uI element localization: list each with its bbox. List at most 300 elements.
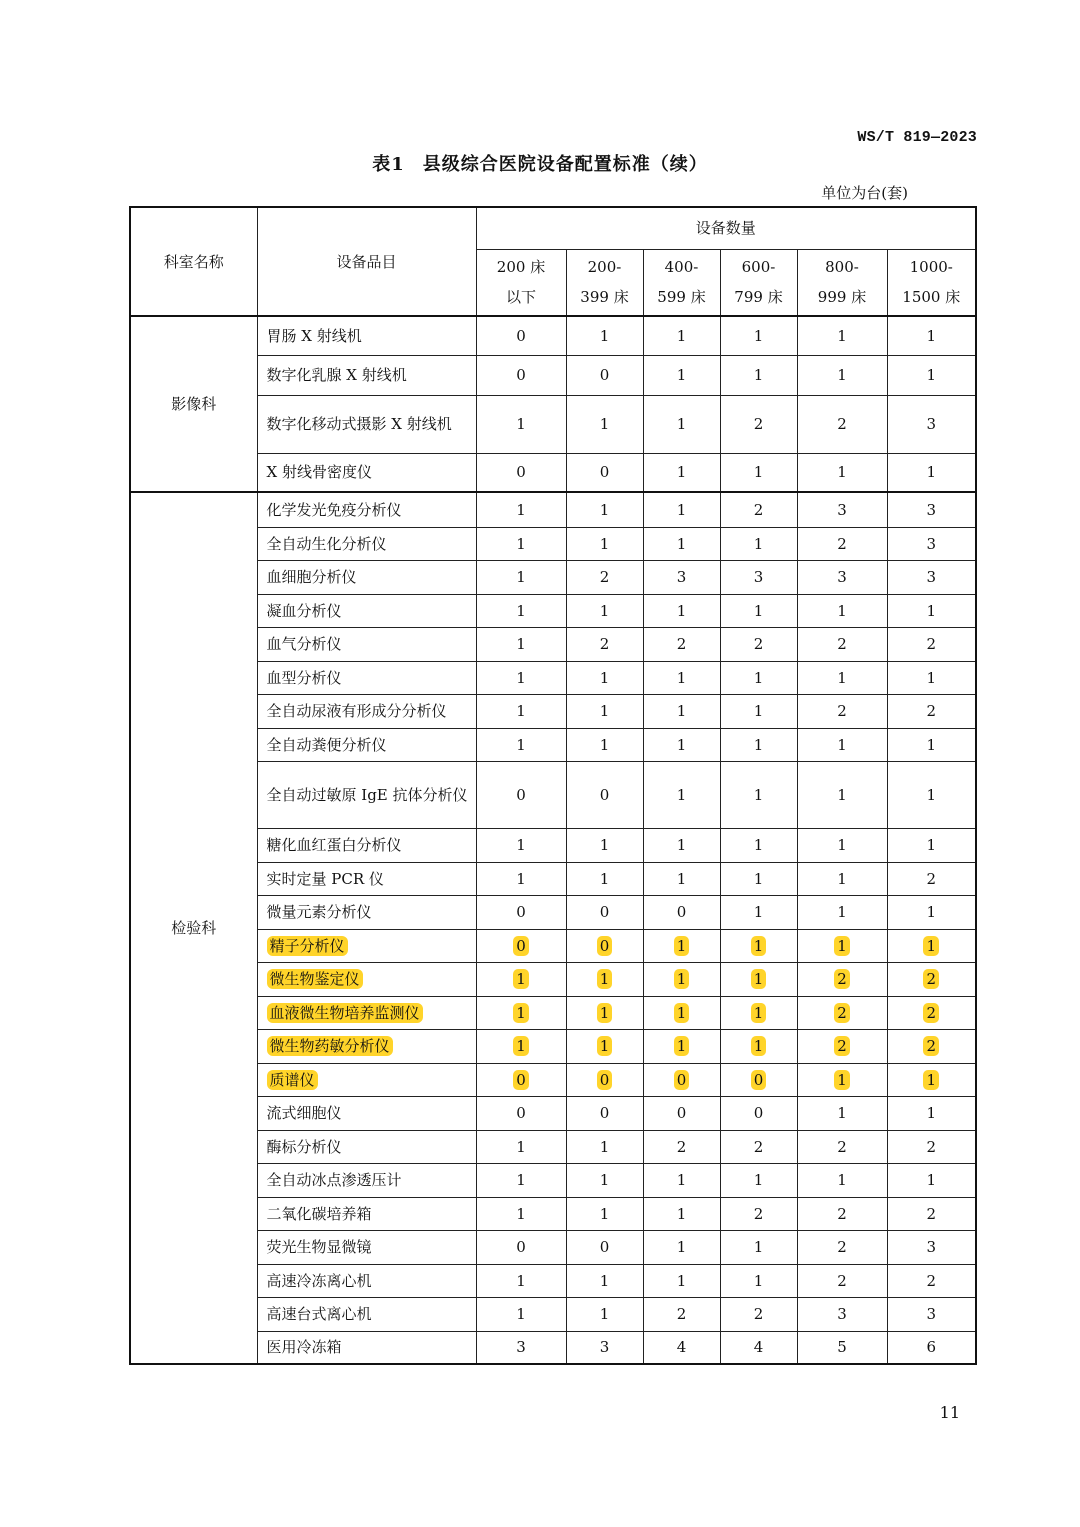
quantity-cell	[797, 1264, 887, 1297]
standard-code: WS/T 819—2023	[857, 129, 977, 146]
quantity-value: 1	[676, 869, 687, 888]
department-cell: 影像科	[130, 316, 257, 492]
quantity-cell	[476, 594, 566, 627]
quantity-cell	[476, 453, 566, 492]
quantity-cell	[476, 355, 566, 395]
quantity-value: 0	[513, 1070, 529, 1090]
quantity-cell	[566, 962, 643, 996]
item-name: 全自动尿液有形成分分析仪	[266, 702, 447, 720]
quantity-cell	[720, 560, 797, 594]
quantity-cell	[643, 527, 720, 560]
table-title-text: 县级综合医院设备配置标准（续）	[422, 154, 708, 175]
table-title	[0, 150, 1080, 176]
quantity-value: 1	[676, 366, 687, 384]
quantity-cell	[887, 453, 976, 492]
quantity-cell	[887, 1130, 976, 1163]
item-cell	[257, 761, 476, 828]
quantity-cell	[720, 694, 797, 728]
item-cell	[257, 594, 476, 627]
item-cell	[257, 728, 476, 761]
quantity-value: 4	[676, 1338, 687, 1357]
quantity-cell	[566, 1264, 643, 1297]
quantity-value: 1	[926, 326, 937, 345]
quantity-cell	[720, 728, 797, 761]
quantity-value: 1	[516, 534, 526, 553]
quantity-cell	[720, 1063, 797, 1096]
quantity-cell	[887, 492, 976, 527]
quantity-cell	[643, 1063, 720, 1096]
quantity-value: 1	[516, 415, 526, 433]
table-row	[130, 1230, 976, 1264]
item-name: 凝血分析仪	[266, 601, 342, 620]
quantity-value: 1	[676, 601, 687, 620]
quantity-value: 1	[753, 836, 764, 854]
quantity-cell	[797, 627, 887, 661]
quantity-value: 1	[676, 735, 687, 754]
quantity-value: 2	[753, 500, 764, 519]
quantity-cell	[476, 527, 566, 560]
quantity-cell	[720, 1331, 797, 1364]
quantity-value: 1	[599, 1171, 610, 1189]
quantity-cell	[566, 453, 643, 492]
quantity-cell	[720, 527, 797, 560]
quantity-value: 0	[597, 936, 613, 956]
quantity-value: 1	[516, 702, 526, 720]
quantity-value: 1	[926, 463, 937, 482]
quantity-value: 2	[837, 702, 847, 720]
quantity-cell	[566, 1063, 643, 1096]
quantity-cell	[476, 996, 566, 1029]
quantity-value: 1	[834, 936, 850, 956]
item-name: 全自动冰点渗透压计	[266, 1171, 402, 1189]
quantity-value: 1	[599, 702, 610, 720]
quantity-value: 1	[926, 735, 937, 754]
quantity-cell	[797, 996, 887, 1029]
quantity-cell	[797, 1197, 887, 1230]
quantity-cell	[643, 1230, 720, 1264]
quantity-cell	[566, 1096, 643, 1130]
item-cell	[257, 1230, 476, 1264]
quantity-value: 1	[837, 601, 847, 620]
table-row	[130, 1297, 976, 1331]
quantity-value: 1	[676, 534, 687, 553]
quantity-cell	[887, 862, 976, 895]
header-bed-range	[566, 249, 643, 316]
quantity-value: 0	[599, 366, 610, 384]
equipment-table	[129, 206, 977, 1365]
quantity-value: 1	[753, 668, 764, 687]
table-row	[130, 895, 976, 929]
table-row	[130, 355, 976, 395]
table-row	[130, 996, 976, 1029]
quantity-cell	[566, 1029, 643, 1063]
quantity-value: 1	[597, 1036, 613, 1056]
quantity-value: 1	[676, 785, 687, 804]
quantity-value: 1	[676, 500, 687, 519]
quantity-value: 1	[599, 601, 610, 620]
quantity-cell	[643, 316, 720, 355]
quantity-cell	[643, 761, 720, 828]
item-cell	[257, 1264, 476, 1297]
quantity-value: 3	[926, 534, 937, 553]
item-cell	[257, 492, 476, 527]
quantity-value: 1	[676, 836, 687, 854]
quantity-cell	[643, 962, 720, 996]
bed-range-line2: 1500 床	[902, 288, 961, 307]
header-bed-range	[797, 249, 887, 316]
quantity-cell	[476, 1230, 566, 1264]
item-cell	[257, 627, 476, 661]
quantity-value: 2	[599, 635, 610, 653]
quantity-value: 1	[926, 1104, 937, 1122]
quantity-value: 2	[926, 869, 937, 888]
table-row	[130, 1331, 976, 1364]
quantity-cell	[643, 828, 720, 862]
quantity-cell	[887, 694, 976, 728]
unit-note: 单位为台(套)	[821, 184, 908, 202]
quantity-cell	[887, 661, 976, 694]
quantity-value: 1	[599, 1271, 610, 1290]
quantity-cell	[887, 1029, 976, 1063]
quantity-value: 1	[516, 1305, 526, 1323]
quantity-cell	[476, 962, 566, 996]
quantity-value: 2	[837, 1204, 847, 1223]
quantity-value: 1	[753, 601, 764, 620]
quantity-cell	[566, 594, 643, 627]
quantity-cell	[887, 929, 976, 962]
quantity-value: 1	[513, 1036, 529, 1056]
quantity-cell	[887, 1230, 976, 1264]
bed-range-line1: 400-	[664, 258, 699, 277]
quantity-value: 1	[837, 668, 847, 687]
quantity-value: 1	[599, 735, 610, 754]
header-bed-range	[643, 249, 720, 316]
quantity-value: 1	[926, 836, 937, 854]
item-cell	[257, 1130, 476, 1163]
quantity-value: 1	[837, 326, 847, 345]
quantity-value: 1	[753, 869, 764, 888]
quantity-cell	[887, 395, 976, 453]
item-cell	[257, 895, 476, 929]
quantity-value: 0	[516, 1104, 526, 1122]
quantity-cell	[566, 929, 643, 962]
quantity-value: 3	[837, 568, 847, 586]
table-row	[130, 527, 976, 560]
item-name: 二氧化碳培养箱	[266, 1204, 372, 1223]
quantity-value: 1	[753, 735, 764, 754]
quantity-value: 1	[753, 463, 764, 482]
quantity-value: 1	[513, 1003, 529, 1023]
quantity-value: 1	[837, 366, 847, 384]
item-name: 荧光生物显微镜	[266, 1238, 372, 1256]
quantity-cell	[476, 728, 566, 761]
quantity-value: 0	[751, 1070, 767, 1090]
quantity-cell	[797, 828, 887, 862]
quantity-cell	[720, 594, 797, 627]
quantity-value: 1	[674, 1036, 690, 1056]
quantity-cell	[797, 761, 887, 828]
quantity-cell	[476, 627, 566, 661]
item-cell	[257, 1331, 476, 1364]
bed-range-line1: 800-	[825, 258, 859, 277]
quantity-cell	[476, 560, 566, 594]
quantity-cell	[720, 895, 797, 929]
table-row	[130, 694, 976, 728]
quantity-value: 1	[599, 668, 610, 687]
quantity-cell	[643, 895, 720, 929]
quantity-value: 2	[599, 568, 610, 586]
table-row	[130, 862, 976, 895]
quantity-cell	[887, 1063, 976, 1096]
item-cell	[257, 694, 476, 728]
quantity-cell	[476, 316, 566, 355]
item-name: X 射线骨密度仪	[266, 463, 372, 482]
bed-range-line1: 600-	[741, 258, 776, 277]
quantity-value: 1	[516, 1171, 526, 1189]
quantity-value: 0	[516, 785, 526, 804]
table-row	[130, 1063, 976, 1096]
quantity-value: 1	[837, 903, 847, 921]
quantity-cell	[887, 1163, 976, 1197]
quantity-cell	[643, 996, 720, 1029]
quantity-value: 1	[516, 1271, 526, 1290]
table-row	[130, 1197, 976, 1230]
item-name: 数字化乳腺 X 射线机	[266, 366, 407, 384]
quantity-cell	[720, 996, 797, 1029]
item-cell	[257, 1197, 476, 1230]
quantity-cell	[566, 1297, 643, 1331]
item-cell	[257, 453, 476, 492]
item-cell	[257, 1163, 476, 1197]
quantity-value: 1	[599, 1137, 610, 1156]
quantity-value: 1	[516, 1204, 526, 1223]
quantity-value: 1	[751, 969, 767, 989]
quantity-cell	[887, 996, 976, 1029]
quantity-cell	[643, 1331, 720, 1364]
table-row	[130, 929, 976, 962]
quantity-cell	[797, 453, 887, 492]
quantity-cell	[797, 1230, 887, 1264]
quantity-cell	[476, 1331, 566, 1364]
quantity-value: 2	[676, 635, 687, 653]
quantity-value: 1	[926, 668, 937, 687]
quantity-value: 2	[926, 635, 937, 653]
quantity-value: 3	[926, 415, 937, 433]
quantity-value: 1	[753, 1171, 764, 1189]
quantity-cell	[797, 895, 887, 929]
item-cell	[257, 929, 476, 962]
quantity-value: 1	[751, 1003, 767, 1023]
quantity-cell	[887, 962, 976, 996]
quantity-cell	[643, 560, 720, 594]
table-number: 表1	[372, 154, 405, 175]
quantity-value: 1	[676, 668, 687, 687]
quantity-cell	[566, 895, 643, 929]
quantity-value: 1	[597, 1003, 613, 1023]
quantity-value: 1	[751, 936, 767, 956]
quantity-value: 1	[676, 415, 687, 433]
quantity-value: 2	[923, 969, 939, 989]
quantity-value: 1	[753, 366, 764, 384]
quantity-cell	[566, 1331, 643, 1364]
quantity-value: 3	[599, 1338, 610, 1357]
quantity-cell	[720, 862, 797, 895]
quantity-value: 1	[753, 903, 764, 921]
item-cell	[257, 862, 476, 895]
quantity-value: 0	[516, 1238, 526, 1256]
quantity-value: 1	[923, 936, 939, 956]
quantity-value: 0	[516, 903, 526, 921]
item-name: 血气分析仪	[266, 635, 342, 653]
quantity-cell	[643, 492, 720, 527]
quantity-cell	[566, 316, 643, 355]
table-row	[130, 661, 976, 694]
quantity-value: 1	[926, 366, 937, 384]
quantity-cell	[797, 694, 887, 728]
quantity-value: 2	[926, 1271, 937, 1290]
quantity-value: 3	[926, 1305, 937, 1323]
quantity-cell	[797, 1163, 887, 1197]
quantity-value: 2	[753, 415, 764, 433]
bed-range-line1: 200 床	[496, 258, 546, 277]
quantity-cell	[887, 728, 976, 761]
table-row	[130, 627, 976, 661]
item-name: 血型分析仪	[266, 668, 342, 687]
item-cell	[257, 996, 476, 1029]
quantity-cell	[643, 1197, 720, 1230]
quantity-value: 1	[837, 463, 847, 482]
quantity-cell	[797, 395, 887, 453]
header-item: 设备品目	[257, 207, 476, 316]
quantity-cell	[720, 962, 797, 996]
table-row	[130, 594, 976, 627]
quantity-value: 1	[516, 735, 526, 754]
item-cell	[257, 560, 476, 594]
quantity-cell	[797, 594, 887, 627]
quantity-value: 2	[837, 415, 847, 433]
quantity-value: 0	[599, 785, 610, 804]
item-cell	[257, 316, 476, 355]
quantity-value: 1	[676, 1238, 687, 1256]
table-row	[130, 453, 976, 492]
quantity-cell	[566, 694, 643, 728]
quantity-value: 1	[674, 936, 690, 956]
quantity-cell	[643, 661, 720, 694]
quantity-cell	[720, 395, 797, 453]
quantity-value: 1	[753, 1271, 764, 1290]
quantity-value: 1	[676, 1271, 687, 1290]
quantity-value: 6	[926, 1338, 937, 1357]
quantity-cell	[797, 1130, 887, 1163]
quantity-value: 1	[753, 785, 764, 804]
quantity-value: 1	[516, 635, 526, 653]
quantity-cell	[566, 1163, 643, 1197]
quantity-cell	[797, 962, 887, 996]
quantity-value: 1	[516, 1137, 526, 1156]
quantity-cell	[566, 996, 643, 1029]
item-cell	[257, 1063, 476, 1096]
quantity-cell	[643, 1130, 720, 1163]
quantity-cell	[476, 661, 566, 694]
quantity-value: 1	[599, 415, 610, 433]
quantity-cell	[797, 527, 887, 560]
quantity-value: 1	[599, 534, 610, 553]
quantity-value: 0	[599, 1104, 610, 1122]
quantity-value: 1	[674, 969, 690, 989]
quantity-value: 1	[599, 1305, 610, 1323]
quantity-cell	[476, 1096, 566, 1130]
quantity-cell	[887, 895, 976, 929]
quantity-cell	[643, 1163, 720, 1197]
quantity-cell	[720, 1096, 797, 1130]
bed-range-line2: 399 床	[580, 288, 629, 307]
quantity-cell	[476, 1063, 566, 1096]
quantity-value: 0	[599, 463, 610, 482]
quantity-cell	[720, 453, 797, 492]
table-row	[130, 1264, 976, 1297]
quantity-cell	[643, 453, 720, 492]
item-name: 全自动粪便分析仪	[266, 735, 387, 754]
table-row	[130, 761, 976, 828]
quantity-value: 1	[753, 534, 764, 553]
quantity-value: 2	[676, 1305, 687, 1323]
quantity-value: 1	[516, 668, 526, 687]
quantity-value: 1	[834, 1070, 850, 1090]
item-name: 质谱仪	[267, 1070, 318, 1090]
quantity-cell	[643, 594, 720, 627]
quantity-cell	[887, 594, 976, 627]
bed-range-line2: 以下	[505, 288, 536, 307]
quantity-value: 2	[926, 1204, 937, 1223]
quantity-cell	[476, 1264, 566, 1297]
quantity-value: 1	[923, 1070, 939, 1090]
quantity-cell	[643, 728, 720, 761]
quantity-value: 0	[516, 366, 526, 384]
quantity-cell	[720, 492, 797, 527]
quantity-value: 0	[676, 1104, 687, 1122]
bed-range-line2: 999 床	[817, 288, 867, 307]
quantity-cell	[720, 1197, 797, 1230]
quantity-cell	[887, 761, 976, 828]
quantity-cell	[643, 395, 720, 453]
item-cell	[257, 661, 476, 694]
quantity-value: 1	[516, 601, 526, 620]
quantity-cell	[797, 316, 887, 355]
quantity-cell	[566, 355, 643, 395]
quantity-cell	[720, 761, 797, 828]
quantity-cell	[566, 527, 643, 560]
quantity-cell	[720, 1163, 797, 1197]
header-department: 科室名称	[130, 207, 257, 316]
quantity-value: 1	[676, 1204, 687, 1223]
quantity-value: 0	[674, 1070, 690, 1090]
item-name: 血细胞分析仪	[266, 568, 357, 586]
quantity-cell	[887, 1331, 976, 1364]
item-name: 流式细胞仪	[266, 1104, 342, 1122]
quantity-value: 3	[926, 1238, 937, 1256]
quantity-cell	[720, 355, 797, 395]
quantity-value: 2	[923, 1036, 939, 1056]
quantity-value: 5	[837, 1338, 847, 1357]
quantity-value: 1	[599, 500, 610, 519]
quantity-cell	[566, 862, 643, 895]
table-row	[130, 395, 976, 453]
table-row	[130, 1163, 976, 1197]
quantity-cell	[476, 492, 566, 527]
quantity-cell	[797, 355, 887, 395]
quantity-value: 1	[753, 702, 764, 720]
quantity-cell	[797, 862, 887, 895]
